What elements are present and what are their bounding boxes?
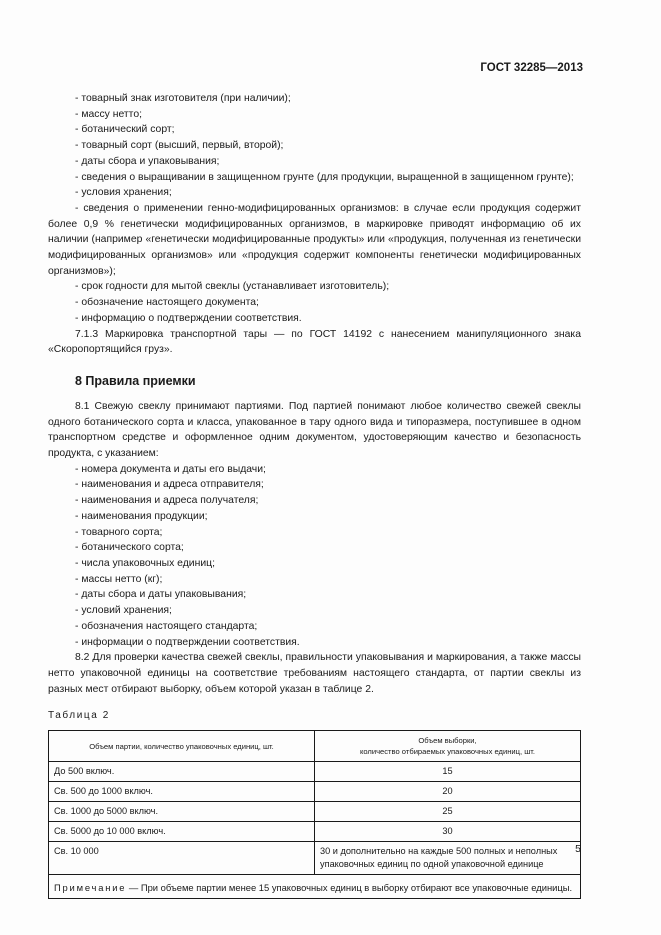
table-row <box>49 842 581 875</box>
list-item: - сведения о выращивании в защищенном грунте (для продукции, выращенной в защищенном грунте); <box>75 171 574 183</box>
list-item: - наименования и адреса получателя; <box>75 495 259 507</box>
list-item: - обозначения настоящего стандарта; <box>75 620 258 632</box>
document-body <box>48 91 581 899</box>
column-header-sample-line1: Объем выборки, <box>418 736 477 746</box>
paragraph-7-1-3: 7.1.3 Маркировка транспортной тары — по ГОСТ 14192 с нанесением манипуляционного знака «Скоропортящийся груз». <box>48 328 581 356</box>
list-item: - наименования и адреса отправителя; <box>75 479 264 491</box>
sample-cell: 30 и дополнительно на каждые 500 полных и неполных упаковочных единиц по одной упаковочной единице <box>315 842 581 875</box>
list-item: - условий хранения; <box>75 605 172 617</box>
list-item: - сведения о применении генно-модифицированных организмов: в случае если продукция содержит более 0,9 % генетически модифицированных организмов, в маркировке приводят информацию об их наличии (например «генетически модифицированные продукты» или «продукция, полученная из генетически модифицированных организмов» или «продукция содержит компоненты генетически модифицированных организмов»); <box>48 202 581 277</box>
paragraph-8-1: 8.1 Свежую свеклу принимают партиями. Под партией понимают любое количество свежей свеклы одного ботанического сорта и класса, упакованное в тару одного вида и типоразмера, поступившее в одном транспортном средстве и оформленное одним документом, удостоверяющим качество и безопасность продукта, с указанием: <box>48 400 581 460</box>
column-header-sample <box>315 731 581 762</box>
list-item: - информации о подтверждении соответствия. <box>75 636 300 648</box>
lot-cell: Св. 500 до 1000 включ. <box>49 782 315 802</box>
lot-cell: Св. 1000 до 5000 включ. <box>49 802 315 822</box>
sample-cell: 25 <box>315 802 581 822</box>
list-item: - информацию о подтверждении соответствия. <box>75 312 302 324</box>
list-item: - ботанический сорт; <box>75 124 175 136</box>
page-number: 5 <box>575 843 581 855</box>
section-8-title: 8 Правила приемки <box>75 373 196 388</box>
column-header-sample-line2: количество отбираемых упаковочных единиц, шт. <box>359 747 536 757</box>
table-caption: Таблица 2 <box>48 710 110 722</box>
lot-cell: Св. 10 000 <box>49 842 315 875</box>
note-label: Примечание <box>54 882 127 894</box>
sample-cell: 15 <box>315 762 581 782</box>
table-note-row <box>49 875 581 899</box>
list-item: - срок годности для мытой свеклы (устанавливает изготовитель); <box>75 281 390 293</box>
list-item: - товарный знак изготовителя (при наличии); <box>75 93 291 104</box>
list-item: - товарного сорта; <box>75 526 163 538</box>
list-item: - числа упаковочных единиц; <box>75 557 215 569</box>
lot-cell: Св. 5000 до 10 000 включ. <box>49 822 315 842</box>
table-row <box>49 802 581 822</box>
list-item: - номера документа и даты его выдачи; <box>75 463 266 475</box>
note-text: — При объеме партии менее 15 упаковочных единиц в выборку отбирают все упаковочные единицы. <box>126 882 573 894</box>
lot-cell: До 500 включ. <box>49 762 315 782</box>
sample-cell: 20 <box>315 782 581 802</box>
list-item: - даты сбора и даты упаковывания; <box>75 589 247 601</box>
list-item: - массы нетто (кг); <box>75 573 163 585</box>
list-item: - товарный сорт (высший, первый, второй); <box>75 140 284 152</box>
document-code: ГОСТ 32285—2013 <box>480 62 583 74</box>
table-header-row <box>49 731 581 762</box>
list-item: - обозначение настоящего документа; <box>75 297 259 309</box>
list-item: - ботанического сорта; <box>75 542 184 554</box>
list-item: - даты сбора и упаковывания; <box>75 155 220 167</box>
list-item: - массу нетто; <box>75 108 142 120</box>
list-item: - условия хранения; <box>75 187 172 199</box>
table-note <box>49 875 581 899</box>
paragraph-8-2: 8.2 Для проверки качества свежей свеклы, правильности упаковывания и маркирования, а также массы нетто упаковочной единицы на соответствие требованиям настоящего стандарта, от партии свеклы из разных мест отбирают выборку, объем которой указан в таблице 2. <box>48 652 581 695</box>
column-header-lot: Объем партии, количество упаковочных единиц, шт. <box>49 731 315 762</box>
sample-size-table <box>48 730 581 899</box>
sample-cell: 30 <box>315 822 581 842</box>
table-row <box>49 782 581 802</box>
table-row <box>49 822 581 842</box>
table-row <box>49 762 581 782</box>
list-item: - наименования продукции; <box>75 510 208 522</box>
